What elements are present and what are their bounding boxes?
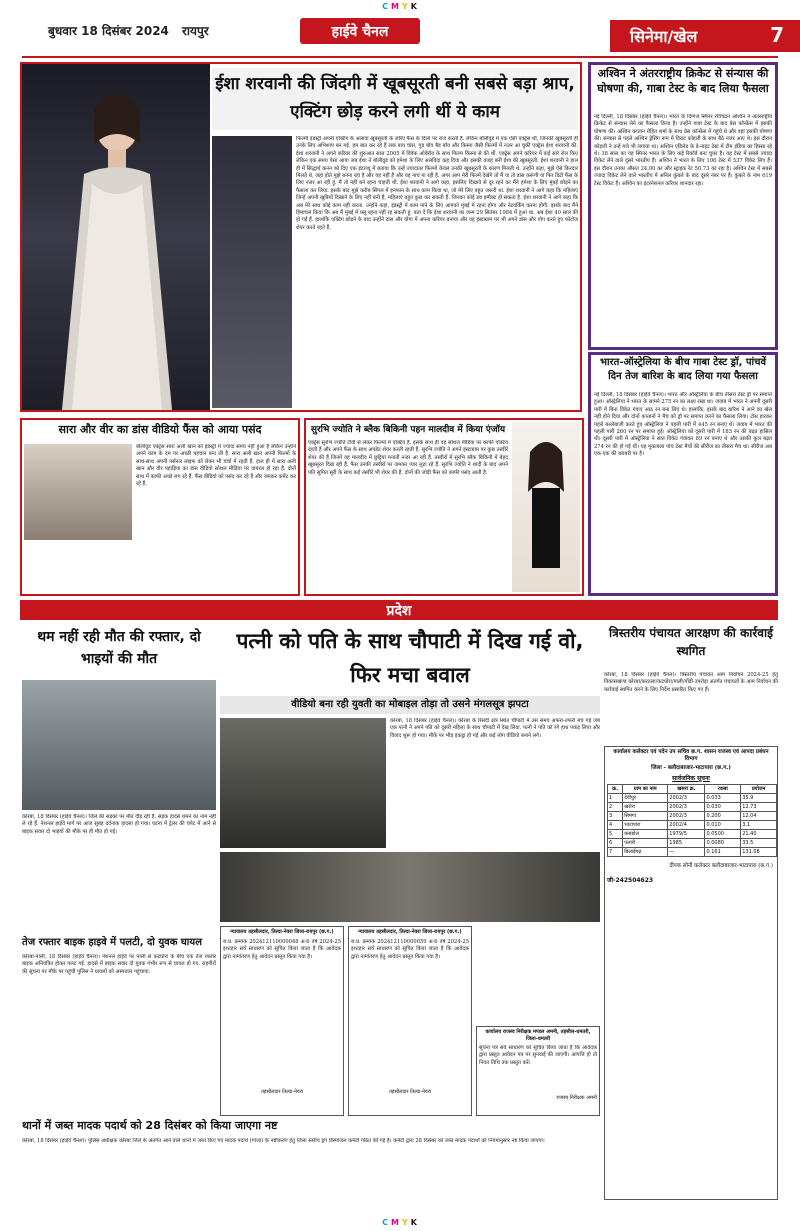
notice-row bbox=[608, 848, 777, 857]
notice-cell: खरोरा bbox=[623, 803, 668, 812]
wife-video-subhead: वीडियो बना रही युवती का मोबाइल तोड़ा तो उसने मंगलसूत्र झपटा bbox=[220, 696, 600, 714]
color-registration-strip-top bbox=[0, 0, 800, 12]
notice-cell: 1 bbox=[608, 794, 623, 803]
notice-cell: 7 bbox=[608, 848, 623, 857]
ashwin-body: नई दिल्ली, 18 दिसंबर (हाईवे चैनल)। भारत के दिग्गज स्पिनर रविचंद्रन अश्विन ने अंतरराष्ट्रीय क्रिकेट से संन्यास लेने का फैसला किया है। उन्होंने गाबा टेस्ट के बाद प्रेस कॉन्फ्रेंस में इसकी घोषणा की। अश्विन कप्तान रोहित शर्मा के साथ प्रेस कॉन्फ्रेंस में पहुंचे थे और वहां इसकी घोषणा की। संन्यास से पहले अश्विन ड्रेसिंग रूम में विराट कोहली के साथ बैठे नजर आए थे। इस दौरान कोहली ने उन्हें गले भी लगाया था। अश्विन एडिलेड के डे-नाइट टेस्ट में टीम इंडिया का हिस्सा रहे थे। 38 साल का यह स्पिनर भारत के लिए कई रिकॉर्ड बना चुका है। वह टेस्ट में सबसे ज्यादा विकेट लेने वाले दूसरे भारतीय हैं। अश्विन ने भारत के लिए 106 टेस्ट में 537 विकेट लिए हैं। इस दौरान उनका औसत 24.00 का और स्ट्राइक रेट 50.73 का रहा है। अश्विन टेस्ट में सबसे ज्यादा विकेट लेने वाले भारतीय में अनिल कुंबले के बाद दूसरे नंबर पर हैं। कुंबले के नाम 619 टेस्ट विकेट हैं। अश्विन का इंटरनेशनल करियर शानदार रहा। bbox=[594, 114, 772, 187]
notice-cell: 4 bbox=[608, 821, 623, 830]
legal-notice-2-body: रा.प्र. क्रमांक 202412110000059 अ-6 वर्ष 2024-25 इश्तहार सर्व साधारण को सूचित किया जाता है कि आवेदक द्वारा नामांतरण हेतु आवेदन प्रस्तुत किया गया है। bbox=[351, 939, 469, 960]
sara-body: बॉलीवुड एक्ट्रेस सारा अली खान को इंडस्ट्री में ज्यादा समय नहीं हुआ है लेकिन उन्होंने अपने काम के दम पर अच्छी पहचान बना ली है. सारा अली खान अपनी फिल्मों के साथ-साथ अपनी पर्सनल लाइफ को लेकर भी चर्चा में रहती हैं. हाल ही में सारा अली खान और वीर पहाड़िया का डांस वीडियो सोशल मीडिया पर वायरल हो रहा है. दोनों साथ में काफी अच्छे लग रहे हैं. फैंस वीडियो को पसंद कर रहे हैं और जमकर कमेंट कर रहे हैं. bbox=[136, 444, 296, 488]
bike-headline: तेज रफ्तार बाइक हाइवे में पलटी, दो युवक घायल bbox=[22, 937, 202, 948]
accident-body: कोरबा, 18 दिसंबर (हाईवे चैनल)। जिले की सड़कों पर मौत दौड़ रही है. सड़क हादसे थमने का नाम नहीं ले रहे हैं. नेशनल हाईवे मार्ग पर आज सुबह दर्दनाक हादसा हो गया। घटना में ट्रेलर की चपेट में आने से बाइक सवार दो भाइयों की मौके पर ही मौत हो गई। bbox=[22, 814, 216, 835]
notice-row bbox=[608, 821, 777, 830]
notice-cell: भाटापारा bbox=[623, 821, 668, 830]
cmyk-c-bottom: C bbox=[382, 1217, 389, 1227]
collector-notice bbox=[604, 746, 778, 1200]
notice-col-header: प्रयोजन bbox=[741, 785, 777, 794]
notice-cell: 131.08 bbox=[741, 848, 777, 857]
notice-cell: 35.9 bbox=[741, 794, 777, 803]
notice-heading: सार्वजनिक सूचना bbox=[672, 775, 710, 782]
accident-headline: थम नहीं रही मौत की रफ्तार, दो भाइयों की मौत bbox=[37, 629, 201, 667]
notice-col-header: ग्राम का नाम bbox=[623, 785, 668, 794]
panchayat-body: कोरबा, 18 दिसंबर (हाईवे चैनल)। त्रिस्तरीय पंचायत आम निर्वाचन 2024-25 हेतु विकासखण्ड कोरबा/करतला/कटघोरा/पाली/पोंडी-उपरोड़ा अंतर्गत पंचायतों के आम निर्वाचन की कार्रवाई स्थगित करने के लिए निर्देश प्रसारित किए गए हैं। bbox=[604, 672, 778, 693]
esha-body: फिल्मी इंडस्ट्री अपनी एक्टिंग के अलावा खूबसूरती के जरिए फैंस के दिलों पर राज करती हैं. लेकिन बॉलीवुड में एक ऐसी एक्ट्रेस थीं, जिनकी खूबसूरती ही उनके लिए अभिशाप बन गई. हम बात कर रहे हैं लक बाय चांस, गुड बॉय बैड बॉय और किस्ना जैसी फिल्मों में नजर आ चुकीं एक्ट्रेस ईशा शरवानी की. ईशा शरवानी ने अपने करियर की शुरुआत साल 2005 में विवेक ओबेरॉय के साथ फिल्म किस्ना से की थी. एक्ट्रेस अपने करियर में कई सारे रोल किए लेकिन एक समय ऐसा आया जब ईशा ने बॉलीवुड को हमेशा के लिए अलविदा कह दिया और इसकी वजह बनी ईशा की खूबसूरती. ईशा शरवानी ने हाल ही में सिद्धार्थ कनन को दिए एक इंटरव्यू में बताया कि उन्हें ज्यादातर फिल्मों केवल उनकी खूबसूरती के कारण मिलती थे. उन्होंने कहा, मुझे ऐसे किरदार मिलते थे, जहां होते मुझे बनना रहा है और यह नहीं है और यह नाच गा रही है. अगर आप मेरी फिल्में देखेंगे तो मैं या तो डांस करूंगी या फिर डिटी फैंस के लिए नजर आ रही हूं. मैं तो नहीं बने रहना चाहती थी. ईशा शरवानी ने आगे कहा, इसलिए दिखावे से दूर रहने का मैंने हमेशा के लिए मुंबई छोड़ने का फैसला कर लिया. इसके बाद मुझे करीब सिंगल में इनफान के साथ काम किया था, जो मेरे लिए बहुत जरूरी था. ईशा शरवानी ने आगे कहा कि महिलाएं जिन्हें अपनी खूबियों दिखाने के लिए नहीं बनी हैं, महिलाएं बहुत कुछ कर सकती हैं. जिनका कोई डब इम्पैक्ट हो सकता है. ईशा शरवानी ने आगे कहा कि अब मेरे साथ कोई काम नहीं करता. उन्होंने कहा, इंडस्ट्री में काम पाने के लिए आपको मुंबई में रहना होगा और नेटवर्किंग करना होगी. इसके बाद मैंने हिमाचल किया कि अब मैं मुंबई में फ़्लू रहना नहीं रह सकती हूं. बता दें कि ईशा शरवानी का जन्म 29 सितंबर 1984 में हुआ था. अब ईशा 40 साल की हो गईं हैं. हालांकि एक्टिंग छोड़ने के बाद उन्होंने डांस और योगा में अपना करियर बनाया और वह इंस्टाग्राम पर भी अपने डांस और योग करते हुए फोटोज शेयर करते रहते हैं. bbox=[296, 136, 578, 231]
sara-headline: सारा और वीर का डांस वीडियो फैंस को आया पसंद bbox=[58, 423, 262, 436]
notice-cell: 2002/3 bbox=[668, 794, 705, 803]
revenue-notice-body: सूचना पत्र सर्व साधारण को सूचित किया जाता है कि आवेदक द्वारा प्रस्तुत आवेदन पत्र पर सुनवाई की जाएगी। आपत्ति हो तो नियत तिथि तक प्रस्तुत करें। bbox=[479, 1045, 597, 1066]
notice-cell: 0.0500 bbox=[705, 830, 741, 839]
legal-notice-1-body: रा.प्र. क्रमांक 202412110000048 अ-6 वर्ष 2024-25 इश्तहार सर्व साधारण को सूचित किया जाता है कि आवेदक द्वारा नामांतरण हेतु आवेदन प्रस्तुत किया गया है। bbox=[223, 939, 341, 960]
notice-col-header: क्र. bbox=[608, 785, 623, 794]
gaba-body: नई दिल्ली, 18 दिसंबर (हाईवे चैनल)। भारत और ऑस्ट्रेलिया के बीच तीसरा टेस्ट ड्रॉ पर समाप्त हुआ। ऑस्ट्रेलिया ने भारत के सामने 275 रन का लक्ष्य रखा था। जवाब में भारत ने अपनी दूसरी पारी में बिना विकेट गंवाए आठ रन बना लिए थे। हालांकि, इसके बाद बारिश ने आने का खेल नहीं होने दिया और दोनों कप्तानों ने मैच को ड्रॉ पर समाप्त करने का फैसला लिया। टॉस हारकर पहले बल्लेबाजी करते हुए ऑस्ट्रेलिया ने पहली पारी में 445 रन बनाए थे। जवाब में भारत की पहली पारी 260 रन पर समाप्त हुई। ऑस्ट्रेलिया को दूसरी पारी में 185 रन की बढ़त हासिल थी। दूसरी पारी में ऑस्ट्रेलिया ने सात विकेट गंवाकर 89 रन बनाए थे और उसकी कुल बढ़त 274 रन की हो गई थी। यह मुकाबला पांच टेस्ट मैचों की सीरीज का तीसरा मैच था। सीरीज अब एक-एक की बराबरी पर है। bbox=[594, 392, 772, 458]
page-number: 7 bbox=[770, 23, 784, 47]
color-registration-strip-bottom bbox=[0, 1216, 800, 1228]
notice-cell: 0.161 bbox=[705, 848, 741, 857]
header-rule bbox=[22, 56, 778, 58]
surbhi-headline: सुरभि ज्योति ने ब्लैक बिकिनी पहन मालदीव में किया एंजॉय bbox=[310, 425, 506, 435]
surbhi-body: एक्ट्रेस सुरभि ज्योति टीवी से लेकर फिल्मों में एक्टिव हैं. इसके साथ ही वह सोशल मीडिया पर काफी एक्टिव रहती हैं और अपने फैंस के साथ अपडेट शेयर करती रहती हैं. सुरभि ज्योति ने अपने इंस्टाग्राम पर कुछ तस्वीरें शेयर की हैं जिनमें वह मालदीव में छुट्टियां मनाती नजर आ रही हैं. तस्वीरों में सुरभि ब्लैक बिकिनी में बेहद खूबसूरत दिख रही हैं. फैंस उनकी तस्वीरों पर जमकर प्यार लुटा रहे हैं. सुरभि ज्योति ने शादी के बाद अपने पति सुमित सूरी के साथ कई तस्वीरें भी शेयर की हैं. दोनों की जोड़ी फैंस को काफी पसंद आती है. bbox=[308, 440, 508, 476]
notice-cell: 2002/3 bbox=[668, 803, 705, 812]
notice-cell: 12.04 bbox=[741, 812, 777, 821]
legal-notice-1-title: न्यायालय तहसीलदार, तिल्दा-नेवरा जिला-रायपुर (छ.ग.) bbox=[230, 929, 334, 935]
notice-cell: बिलाईगढ़ bbox=[623, 848, 668, 857]
notice-cell: 2002/3 bbox=[668, 812, 705, 821]
notice-cell: 6 bbox=[608, 839, 623, 848]
notice-cell: 5 bbox=[608, 830, 623, 839]
cmyk-k: K bbox=[410, 1, 418, 11]
notice-row bbox=[608, 803, 777, 812]
legal-notice-1 bbox=[220, 926, 344, 1116]
wife-video-photo-crowd bbox=[220, 852, 600, 922]
notice-table bbox=[607, 784, 777, 857]
notice-footer: दीपक सोनी कलेक्टर बलौदाबाजार-भाटापारा (छ.ग.) bbox=[669, 863, 773, 869]
notice-cell: 1979/5 bbox=[668, 830, 705, 839]
notice-cell: 33.5 bbox=[741, 839, 777, 848]
legal-notice-2-title: न्यायालय तहसीलदार, तिल्दा-नेवरा जिला-रायपुर (छ.ग.) bbox=[358, 929, 462, 935]
notice-cell: 0.200 bbox=[705, 812, 741, 821]
sara-photo bbox=[24, 444, 132, 540]
revenue-notice-title: कार्यालय राजस्व निरीक्षक मण्डल अमनी, तहसील-धमतरी, जिला-धमतरी bbox=[485, 1029, 591, 1042]
notice-cell: सिमगा bbox=[623, 812, 668, 821]
esha-photo bbox=[22, 64, 210, 410]
edition-city: रायपुर bbox=[182, 24, 209, 38]
notice-row bbox=[608, 839, 777, 848]
revenue-notice bbox=[476, 1026, 600, 1116]
legal-notice-1-footer: तहसीलदार तिल्दा-नेवरा bbox=[260, 1089, 304, 1095]
esha-stage-photo bbox=[212, 136, 292, 408]
notice-cell: 0.010 bbox=[705, 821, 741, 830]
notice-cell: 3.1 bbox=[741, 821, 777, 830]
notice-row bbox=[608, 830, 777, 839]
cmyk-m: M bbox=[390, 1, 400, 11]
panchayat-headline: त्रिस्तरीय पंचायत आरक्षण की कार्रवाई स्थगित bbox=[609, 626, 773, 658]
pradesh-section-bar: प्रदेश bbox=[20, 600, 778, 620]
notice-cell: पलारी bbox=[623, 839, 668, 848]
revenue-notice-footer: राजस्व निरीक्षक अमनी bbox=[556, 1095, 597, 1101]
cmyk-k-bottom: K bbox=[410, 1217, 418, 1227]
notice-col-header: रकबा bbox=[705, 785, 741, 794]
notice-cell: — bbox=[668, 848, 705, 857]
notice-row bbox=[608, 794, 777, 803]
notice-cell: 2 bbox=[608, 803, 623, 812]
notice-cell: 2002/4 bbox=[668, 821, 705, 830]
wife-video-photo-left bbox=[220, 718, 386, 848]
brand-logo: हाईवे चैनल bbox=[300, 18, 420, 44]
ashwin-headline: अश्विन ने अंतरराष्ट्रीय क्रिकेट से संन्यास की घोषणा की, गाबा टेस्ट के बाद लिया फैसला bbox=[597, 67, 769, 95]
legal-notice-2-footer: तहसीलदार तिल्दा-नेवरा bbox=[388, 1089, 432, 1095]
notice-cell: 1985 bbox=[668, 839, 705, 848]
cmyk-m-bottom: M bbox=[390, 1217, 400, 1227]
bike-body: कोरबा-पाली, 18 दिसंबर (हाईवे चैनल)। नेशनल हाईवे पर पाली से कटघोरा के बीच एक तेज रफ्तार बाइक अनियंत्रित होकर पलट गई. हादसे में बाइक सवार दो युवक गंभीर रूप से घायल हो गए. राहगीरों की सूचना पर मौके पर पहुंची पुलिस ने घायलों को अस्पताल पहुंचाया. bbox=[22, 954, 216, 975]
notice-row bbox=[608, 812, 777, 821]
notice-ref: जी-242504623 bbox=[607, 877, 654, 884]
notice-cell: 12.73 bbox=[741, 803, 777, 812]
notice-cell: 0.0080 bbox=[705, 839, 741, 848]
section-banner bbox=[610, 20, 800, 52]
notice-cell: 0.033 bbox=[705, 794, 741, 803]
accident-photo bbox=[22, 680, 216, 810]
notice-cell: 3 bbox=[608, 812, 623, 821]
notice-col-header: खसरा क्र. bbox=[668, 785, 705, 794]
cmyk-c: C bbox=[382, 1, 389, 11]
section-title: सिनेमा/खेल bbox=[630, 27, 698, 46]
notice-cell: 21.40 bbox=[741, 830, 777, 839]
gaba-headline: भारत-ऑस्ट्रेलिया के बीच गाबा टेस्ट ड्रॉ, पांचवें दिन तेज बारिश के बाद लिया गया फैसला bbox=[599, 357, 767, 382]
notice-subtitle: जिला - बलौदाबाजार-भाटापारा (छ.ग.) bbox=[651, 765, 731, 771]
notice-cell: देवीपुर bbox=[623, 794, 668, 803]
drug-body: कोरबा, 18 दिसंबर (हाईवे चैनल)। पुलिस अधीक्षक कोरबा जिले के अंतर्गत आने वाले थानों में जब्त किए गए मादक पदार्थ (गांजा) के नष्टीकरण हेतु जिला स्तरीय ड्रग डिस्पोजल कमेटी गठित की गई है। कमेटी द्वारा 28 दिसंबर को जब्त मादक पदार्थों को नियमानुसार नष्ट किया जाएगा। bbox=[22, 1138, 545, 1144]
esha-headline: ईशा शरवानी की जिंदगी में खूबसूरती बनी सबसे बड़ा श्राप, एक्टिंग छोड़ करने लगी थीं ये काम bbox=[212, 68, 578, 130]
notice-title: कार्यालय कलेक्टर एवं पदेन उप सचिव छ.ग. शासन राजस्व एवं आपदा प्रबंधन विभाग bbox=[613, 749, 769, 762]
legal-notice-2 bbox=[348, 926, 472, 1116]
notice-cell: 0.030 bbox=[705, 803, 741, 812]
notice-cell: कसडोल bbox=[623, 830, 668, 839]
issue-date: बुधवार 18 दिसंबर 2024 bbox=[48, 24, 169, 38]
cmyk-y-bottom: Y bbox=[401, 1217, 409, 1227]
cmyk-y: Y bbox=[401, 1, 409, 11]
wife-video-body: कोरबा, 18 दिसंबर (हाईवे चैनल)। कोरबा के रिसदी क्षेत्र स्थित चौपाटी में उस समय अफरा-तफरी मच गई जब एक पत्नी ने अपने पति को दूसरी महिला के साथ चौपाटी में देख लिया. पत्नी ने पति को रंगे हाथ पकड़ लिया और विवाद शुरू हो गया। मौके पर भीड़ इकट्ठा हो गई और कई लोग वीडियो बनाने लगे। bbox=[390, 718, 600, 739]
surbhi-photo bbox=[512, 422, 580, 592]
wife-video-headline: पत्नी को पति के साथ चौपाटी में दिख गई वो, फिर मचा बवाल bbox=[236, 629, 584, 687]
drug-headline: थानों में जब्त मादक पदार्थ को 28 दिसंबर को किया जाएगा नष्ट bbox=[22, 1119, 278, 1132]
